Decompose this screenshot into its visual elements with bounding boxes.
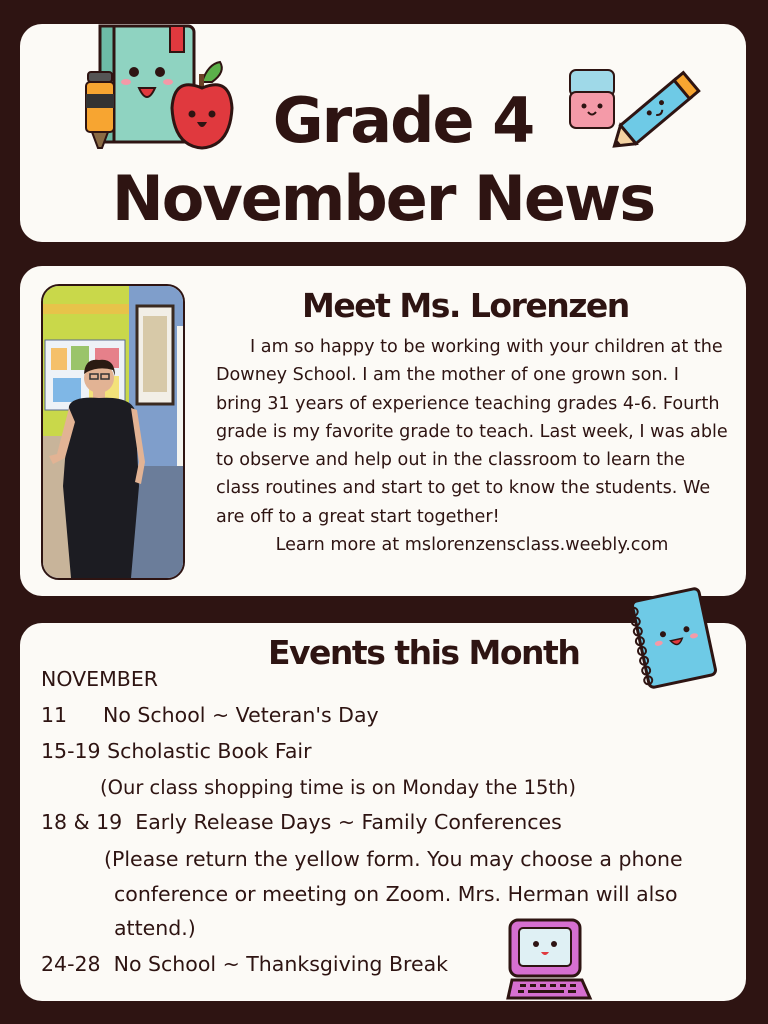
- event-date: 15-19: [41, 739, 101, 763]
- event-date: 18 & 19: [41, 810, 123, 834]
- event-item: [41, 952, 448, 976]
- event-text: No School ~ Thanksgiving Break: [113, 952, 449, 976]
- bio-paragraph: I am so happy to be working with your children at the Downey School. I am the mother of one grown son. I bring 31 years of experience teaching grades 4-6. Fourth grade is my favorite grade to teach. Last week, I was able to observe and help out in the classroom to learn the class routines and start to get to know the students. We are off to a great start together!: [216, 337, 728, 527]
- title-month-news: November News: [111, 162, 655, 235]
- event-text: Early Release Days ~ Family Conferences: [135, 810, 562, 834]
- event-item: [41, 739, 312, 763]
- event-text: Scholastic Book Fair: [107, 739, 312, 763]
- events-title: Events this Month: [268, 633, 580, 672]
- event-note-line: attend.): [114, 916, 196, 940]
- event-text: No School ~ Veteran's Day: [103, 703, 379, 727]
- event-note: (Our class shopping time is on Monday the 15th): [100, 776, 577, 799]
- pencil-sticker: [600, 62, 710, 162]
- apple-sticker: [168, 60, 236, 152]
- meet-teacher-card: [20, 266, 746, 596]
- event-item: [41, 810, 562, 834]
- event-date: 11: [41, 703, 68, 727]
- teacher-photo: [41, 284, 185, 580]
- marker-sticker: [82, 70, 118, 152]
- teacher-bio: [216, 333, 728, 559]
- event-note-line: conference or meeting on Zoom. Mrs. Herman will also: [114, 882, 678, 906]
- learn-more-text: Learn more at mslorenzensclass.weebly.com: [275, 535, 669, 556]
- notebook-sticker: [626, 584, 722, 692]
- event-note-line: (Please return the yellow form. You may choose a phone: [104, 847, 683, 871]
- month-label: NOVEMBER: [41, 667, 159, 691]
- computer-sticker: [504, 916, 594, 1002]
- meet-title: Meet Ms. Lorenzen: [302, 286, 629, 325]
- title-grade: Grade 4: [272, 84, 534, 157]
- event-date: 24-28: [41, 952, 101, 976]
- event-item: [41, 703, 379, 727]
